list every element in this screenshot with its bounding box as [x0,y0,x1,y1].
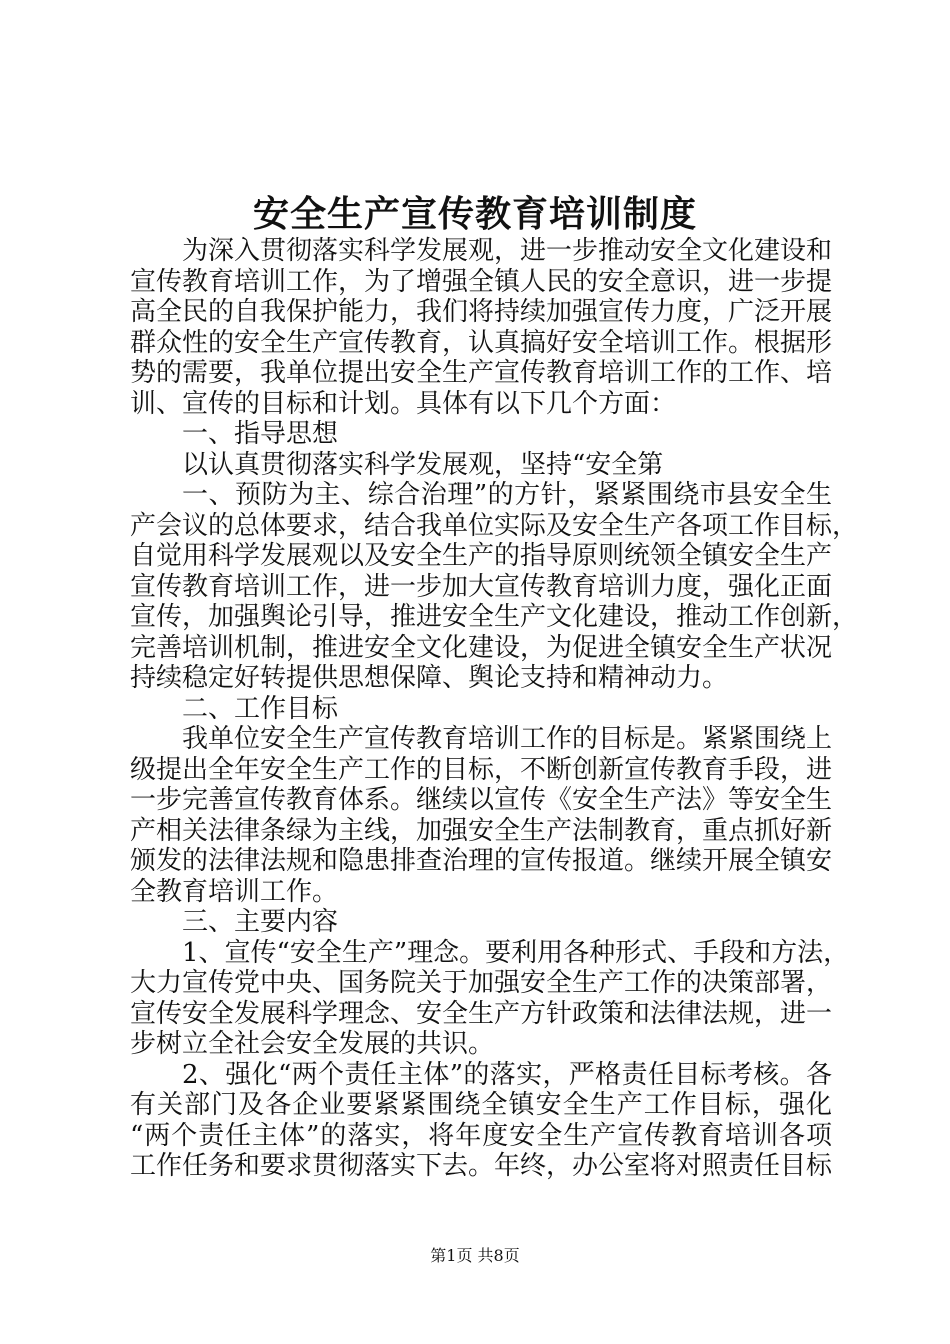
paragraph-line: 训、宣传的目标和计划。具体有以下几个方面： [130,388,677,419]
paragraph-line: 产会议的总体要求，结合我单位实际及安全生产各项工作目标， [130,510,859,541]
paragraph-line: 势的需要，我单位提出安全生产宣传教育培训工作的工作、培 [130,358,833,388]
page-footer: 第1页 共8页 [430,1246,520,1265]
paragraph-line: 完善培训机制，推进安全文化建设，为促进全镇安全生产状况 [130,632,833,663]
paragraph-line: 宣传教育培训工作，进一步加大宣传教育培训力度，强化正面 [130,571,833,602]
document-body [130,236,859,1182]
paragraph-line: 一、预防为主、综合治理”的方针，紧紧围绕市县安全生 [182,480,832,510]
paragraph-line: 自觉用科学发展观以及安全生产的指导原则统领全镇安全生产 [130,541,833,571]
paragraph-line: 有关部门及各企业要紧紧围绕全镇安全生产工作目标，强化 [130,1090,832,1120]
paragraph-line: 群众性的安全生产宣传教育，认真搞好安全培训工作。根据形 [130,327,833,358]
paragraph-line: 为深入贯彻落实科学发展观，进一步推动安全文化建设和 [182,236,833,266]
paragraph-line: 颁发的法律法规和隐患排查治理的宣传报道。继续开展全镇安 [130,846,833,876]
paragraph-line: 宣传教育培训工作，为了增强全镇人民的安全意识，进一步提 [130,266,833,297]
section-heading: 一、指导思想 [182,419,339,449]
paragraph-line: 我单位安全生产宣传教育培训工作的目标是。紧紧围绕上 [182,724,833,754]
paragraph-line: 级提出全年安全生产工作的目标，不断创新宣传教育手段，进 [130,754,833,785]
paragraph-line: 2、强化“两个责任主体”的落实，严格责任目标考核。各 [182,1059,832,1090]
paragraph-line: 一步完善宣传教育体系。继续以宣传《安全生产法》等安全生 [130,785,833,815]
paragraph-line: 持续稳定好转提供思想保障、舆论支持和精神动力。 [130,663,729,693]
paragraph-line: “两个责任主体”的落实，将年度安全生产宣传教育培训各项 [130,1120,832,1151]
paragraph-line: 宣传，加强舆论引导，推进安全生产文化建设，推动工作创新， [130,602,859,632]
paragraph-line: 宣传安全发展科学理念、安全生产方针政策和法律法规，进一 [130,998,833,1029]
document-title: 安全生产宣传教育培训制度 [252,193,697,235]
paragraph-line: 以认真贯彻落实科学发展观，坚持“安全第 [182,449,664,480]
paragraph-line: 步树立全社会安全发展的共识。 [130,1029,495,1059]
paragraph-line: 全教育培训工作。 [130,876,339,907]
paragraph-line: 高全民的自我保护能力，我们将持续加强宣传力度，广泛开展 [130,297,833,327]
section-heading: 三、主要内容 [182,907,339,937]
paragraph-line: 大力宣传党中央、国务院关于加强安全生产工作的决策部署， [130,968,833,998]
section-heading: 二、工作目标 [182,693,339,724]
paragraph-line: 1、宣传“安全生产”理念。要利用各种形式、手段和方法， [182,937,850,968]
paragraph-line: 工作任务和要求贯彻落实下去。年终，办公室将对照责任目标 [130,1151,833,1181]
paragraph-line: 产相关法律条绿为主线，加强安全生产法制教育，重点抓好新 [130,815,833,846]
